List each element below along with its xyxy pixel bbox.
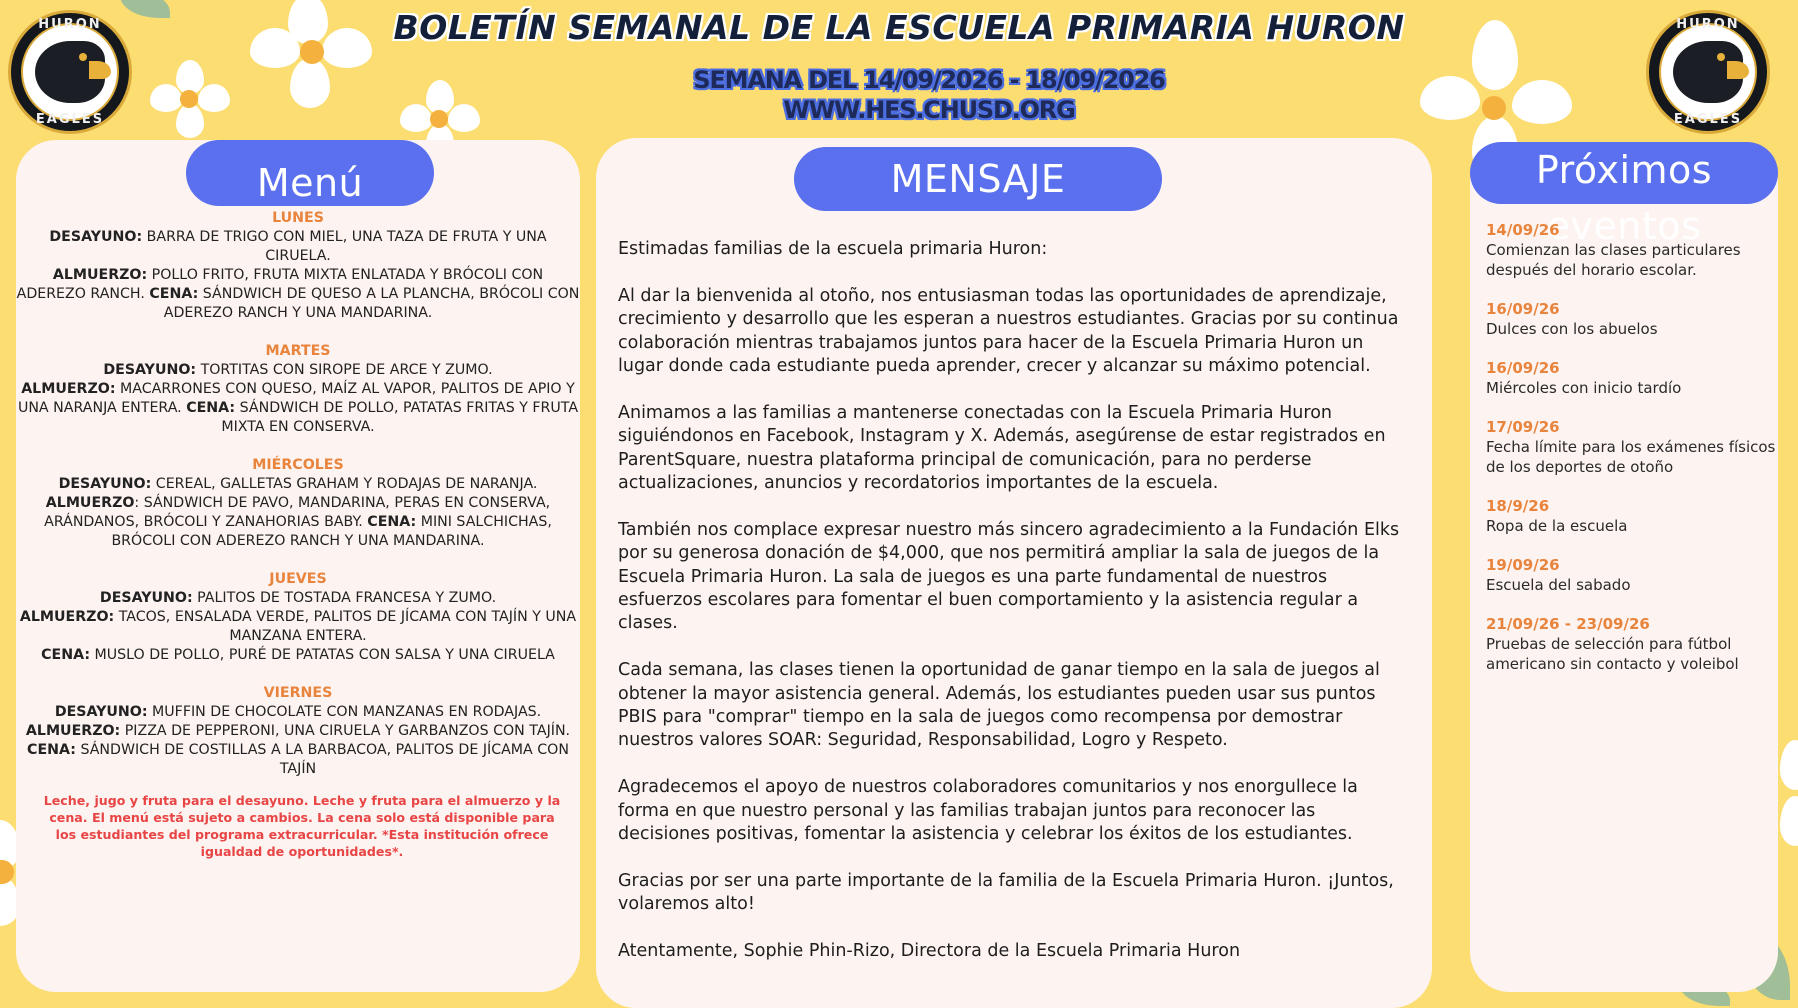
events-heading: Próximos eventos [1470, 142, 1778, 204]
logo-text-bottom: EAGLES [1673, 112, 1743, 127]
meal-text: BARRA DE TRIGO CON MIEL, UNA TAZA DE FRUTA Y UNA CIRUELA. [142, 229, 547, 264]
menu-meal-line [16, 741, 580, 779]
menu-meal-line [16, 589, 580, 608]
message-paragraph: Animamos a las familias a mantenerse conectadas con la Escuela Primaria Huron siguiéndonos en Facebook, Instagram y X. Además, asegúrense de estar registrados en ParentSquare, nuestra plataforma principal de comunicación, para no perderse actualizaciones, anuncios y recordatorios importantes de la escuela. [618, 402, 1386, 494]
meal-text: TORTITAS CON SIROPE DE ARCE Y ZUMO. [196, 362, 493, 378]
event-date: 16/09/26 [1486, 359, 1560, 377]
meal-label: ALMUERZO [45, 495, 135, 511]
meal-text: SÁNDWICH DE POLLO, PATATAS FRITAS Y FRUTA MIXTA EN CONSERVA. [221, 400, 579, 435]
message-paragraph: Cada semana, las clases tienen la oportunidad de ganar tiempo en la sala de juegos al obtener la mayor asistencia general. Además, los estudiantes pueden usar sus puntos PBIS para "comprar" tiempo en la sala de juegos como recompensa por demostrar nuestros valores SOAR: Seguridad, Responsabilidad, Logro y Respeto. [618, 660, 1380, 751]
event-description: Miércoles con inicio tardío [1486, 379, 1682, 397]
menu-day-title: LUNES [272, 210, 324, 226]
event-item [1486, 417, 1782, 477]
meal-text: : SÁNDWICH DE PAVO, MANDARINA, PERAS EN CONSERVA, ARÁNDANOS, BRÓCOLI Y ZANAHORIAS BABY. [44, 495, 551, 530]
event-description: Ropa de la escuela [1486, 517, 1628, 535]
event-item [1486, 555, 1782, 595]
meal-text: POLLO FRITO, FRUTA MIXTA ENLATADA Y BRÓCOLI CON ADEREZO RANCH. [16, 267, 544, 302]
meal-label: DESAYUNO: [54, 704, 148, 720]
event-description: Escuela del sabado [1486, 576, 1631, 594]
menu-meal-line [16, 380, 580, 437]
event-description: Comienzan las clases particulares después del horario escolar. [1486, 241, 1741, 279]
menu-day-title: VIERNES [263, 685, 333, 701]
menu-list [16, 209, 580, 779]
event-date: 17/09/26 [1486, 418, 1560, 436]
week-range: SEMANA DEL 14/09/2026 - 18/09/2026 [693, 66, 1165, 94]
meal-label: ALMUERZO: [52, 267, 148, 283]
menu-meal-line [16, 646, 580, 665]
menu-day-title: JUEVES [269, 571, 327, 587]
menu-meal-line [16, 266, 580, 323]
eagle-eye [1717, 53, 1725, 61]
message-paragraph: Al dar la bienvenida al otoño, nos entusiasman todas las oportunidades de aprendizaje, crecimiento y desarrollo que les esperan a nuestros estudiantes. Gracias por su continua colaboración mientras trabajamos juntos para hacer de la Escuela Primaria Huron un lugar donde cada estudiante pueda aprender, crecer y alcanzar su máximo potencial. [618, 285, 1399, 377]
event-item [1486, 299, 1782, 339]
menu-heading: Menú [186, 140, 434, 206]
meal-label: CENA: [149, 286, 199, 302]
meal-label: CENA: [27, 742, 76, 758]
message-paragraph: Gracias por ser una parte importante de la familia de la Escuela Primaria Huron. ¡Juntos, volaremos alto! [618, 870, 1394, 915]
logo-text-top: HURON [38, 17, 102, 32]
logo-text-top: HURON [1676, 17, 1740, 32]
meal-text: PIZZA DE PEPPERONI, UNA CIRUELA Y GARBANZOS CON TAJÍN. [120, 723, 571, 739]
meal-text: SÁNDWICH DE COSTILLAS A LA BARBACOA, PALITOS DE JÍCAMA CON TAJÍN [75, 742, 569, 777]
meal-label: CENA: [186, 400, 236, 416]
event-description: Fecha límite para los exámenes físicos de los deportes de otoño [1486, 438, 1776, 476]
menu-meal-line [16, 608, 580, 646]
event-description: Pruebas de selección para fútbol americano sin contacto y voleibol [1486, 635, 1739, 673]
meal-label: ALMUERZO: [19, 609, 115, 625]
meal-label: DESAYUNO: [99, 590, 193, 606]
meal-text: MINI SALCHICHAS, BRÓCOLI CON ADEREZO RANCH Y UNA MANDARINA. [111, 514, 552, 549]
meal-text: MUSLO DE POLLO, PURÉ DE PATATAS CON SALSA Y UNA CIRUELA [90, 647, 555, 663]
menu-meal-line [16, 228, 580, 266]
message-paragraph: Estimadas familias de la escuela primaria Huron: [618, 239, 1048, 259]
message-paragraph: Atentamente, Sophie Phin-Rizo, Directora de la Escuela Primaria Huron [618, 941, 1241, 962]
meal-label: CENA: [41, 647, 90, 663]
event-item [1486, 614, 1782, 674]
event-date: 16/09/26 [1486, 300, 1560, 318]
message-paragraph: Agradecemos el apoyo de nuestros colaboradores comunitarios y nos enorgullece la forma en que nuestro personal y las familias trabajan juntos para reconocer las decisiones positivas, fomentar la asistencia y celebrar los éxitos de los estudiantes. [618, 777, 1358, 845]
meal-label: DESAYUNO: [49, 229, 143, 245]
message-paragraph: También nos complace expresar nuestro más sincero agradecimiento a la Fundación Elks por su generosa donación de $4,000, que nos permitirá ampliar la sala de juegos de la Escuela Primaria Huron. La sala de juegos es una parte fundamental de nuestros esfuerzos escolares para fomentar el buen comportamiento y la asistencia regular a clases. [618, 519, 1400, 634]
event-date: 14/09/26 [1486, 221, 1560, 239]
event-item [1486, 358, 1782, 398]
event-item [1486, 496, 1782, 536]
meal-label: ALMUERZO: [25, 723, 121, 739]
meal-text: TACOS, ENSALADA VERDE, PALITOS DE JÍCAMA CON TAJÍN Y UNA MANZANA ENTERA. [114, 609, 577, 644]
newsletter-title: BOLETÍN SEMANAL DE LA ESCUELA PRIMARIA HURON [393, 8, 1405, 47]
school-website[interactable]: WWW.HES.CHUSD.ORG [783, 96, 1075, 124]
event-date: 18/9/26 [1486, 497, 1550, 515]
flower-decoration [1780, 740, 1798, 850]
meal-label: ALMUERZO: [21, 381, 116, 397]
meal-label: DESAYUNO: [103, 362, 197, 378]
message-heading: MENSAJE [794, 147, 1162, 211]
meal-label: CENA: [367, 514, 417, 530]
event-description: Dulces con los abuelos [1486, 320, 1658, 338]
meal-text: PALITOS DE TOSTADA FRANCESA Y ZUMO. [192, 590, 497, 606]
menu-meal-line [16, 475, 580, 551]
menu-day-title: MIÉRCOLES [252, 457, 344, 473]
event-date: 21/09/26 - 23/09/26 [1486, 615, 1650, 633]
message-body [618, 238, 1404, 987]
eagle-eye [79, 53, 87, 61]
meal-text: MUFFIN DE CHOCOLATE CON MANZANAS EN RODAJAS. [147, 704, 542, 720]
menu-meal-line [16, 361, 580, 380]
meal-text: CEREAL, GALLETAS GRAHAM Y RODAJAS DE NARANJA. [151, 476, 538, 492]
menu-day-title: MARTES [265, 343, 331, 359]
meal-text: MACARRONES CON QUESO, MAÍZ AL VAPOR, PALITOS DE APIO Y UNA NARANJA ENTERA. [17, 381, 575, 416]
logo-text-bottom: EAGLES [35, 112, 105, 127]
event-date: 19/09/26 [1486, 556, 1560, 574]
event-item [1486, 220, 1782, 280]
meal-text: SÁNDWICH DE QUESO A LA PLANCHA, BRÓCOLI CON ADEREZO RANCH Y UNA MANDARINA. [163, 286, 580, 321]
meal-label: DESAYUNO: [58, 476, 152, 492]
events-list [1486, 220, 1782, 693]
menu-meal-line [16, 703, 580, 741]
menu-note: Leche, jugo y fruta para el desayuno. Leche y fruta para el almuerzo y la cena. El menú está sujeto a cambios. La cena solo está disponible para los estudiantes del programa extracurricular. *Esta institución ofrece igualdad de oportunidades*. [43, 793, 561, 859]
